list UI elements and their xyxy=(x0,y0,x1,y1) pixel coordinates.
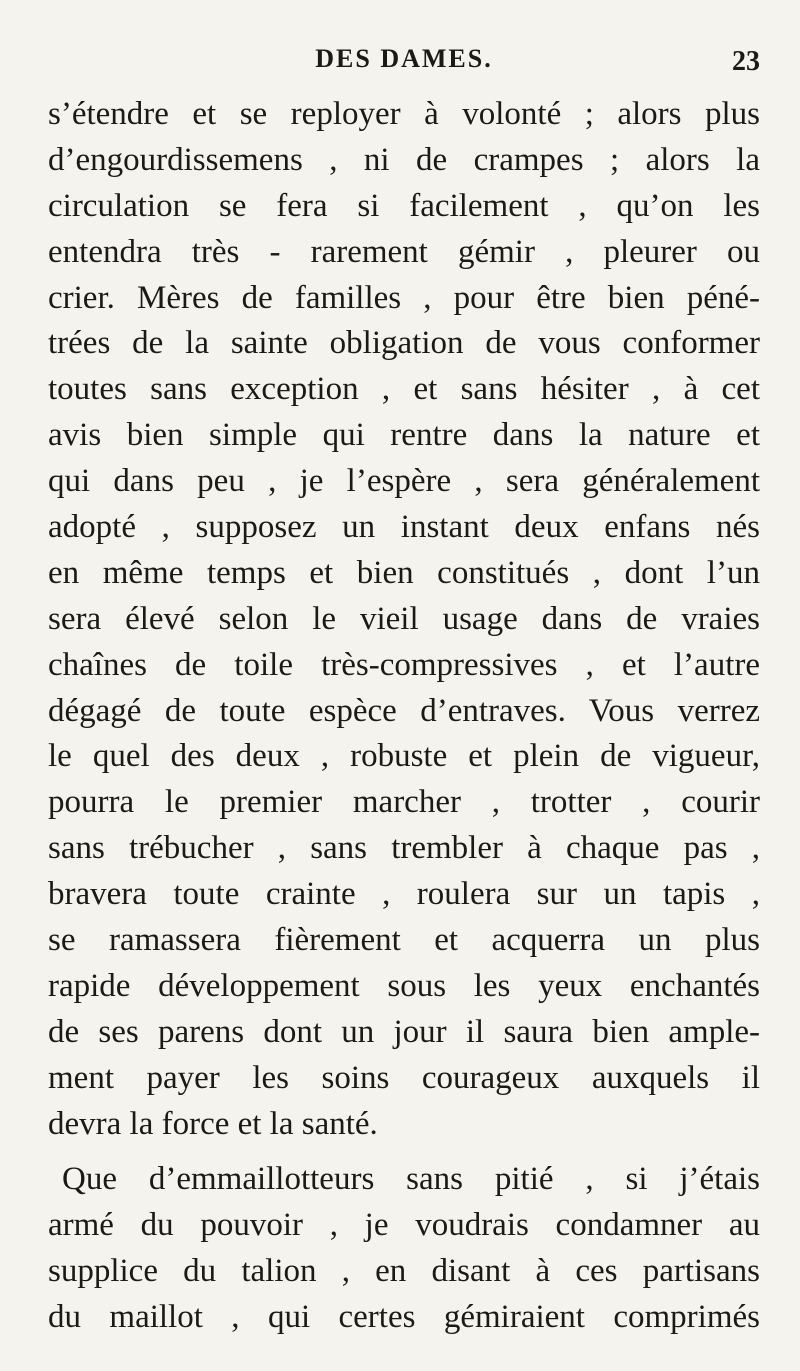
text-line: entendra très - rarement gémir , pleurer ou xyxy=(48,233,760,270)
text-line: s’étendre et se reployer à volonté ; alors plus xyxy=(48,96,760,132)
page-header xyxy=(48,44,760,84)
text-line: qui dans peu , je l’espère , sera généralement xyxy=(48,463,760,500)
text-line: sera élevé selon le vieil usage dans de vraies xyxy=(48,600,760,637)
text-line: du maillot , qui certes gémiraient comprimés xyxy=(48,1299,760,1336)
text-line: armé du pouvoir , je voudrais condamner au xyxy=(48,1207,760,1244)
text-line: supplice du talion , en disant à ces partisans xyxy=(48,1253,760,1290)
text-line: d’engourdissemens , ni de crampes ; alors la xyxy=(48,141,760,178)
text-line: en même temps et bien constitués , dont l’un xyxy=(48,554,760,591)
page-number: 23 xyxy=(732,46,760,77)
text-line: de ses parens dont un jour il saura bien ample- xyxy=(48,1013,760,1050)
text-line: devra la force et la santé. xyxy=(48,1105,378,1142)
text-line: chaînes de toile très-compressives , et l’autre xyxy=(48,646,760,683)
text-line: trées de la sainte obligation de vous conformer xyxy=(48,325,760,362)
text-line: pourra le premier marcher , trotter , courir xyxy=(48,784,760,821)
text-line: toutes sans exception , et sans hésiter , à cet xyxy=(48,371,760,408)
paragraph-2 xyxy=(48,1157,760,1341)
paragraph-1 xyxy=(48,92,760,1147)
text-line: ment payer les soins courageux auxquels il xyxy=(48,1059,760,1096)
text-line: circulation se fera si facilement , qu’on les xyxy=(48,187,760,224)
text-line: avis bien simple qui rentre dans la nature et xyxy=(48,417,760,454)
text-line: rapide développement sous les yeux enchantés xyxy=(48,967,760,1004)
text-line: se ramassera fièrement et acquerra un plus xyxy=(48,922,760,959)
text-line: bravera toute crainte , roulera sur un tapis , xyxy=(48,876,760,913)
running-head: DES DAMES. xyxy=(315,44,493,73)
text-line: Que d’emmaillotteurs sans pitié , si j’étais xyxy=(62,1161,760,1198)
text-line: sans trébucher , sans trembler à chaque pas , xyxy=(48,830,760,867)
text-line: dégagé de toute espèce d’entraves. Vous verrez xyxy=(48,692,760,729)
page-body xyxy=(48,92,760,1341)
text-line: adopté , supposez un instant deux enfans nés xyxy=(48,509,760,546)
text-line: le quel des deux , robuste et plein de vigueur, xyxy=(48,738,760,775)
text-line: crier. Mères de familles , pour être bien péné- xyxy=(48,279,760,316)
paragraph-gap xyxy=(48,1147,760,1157)
